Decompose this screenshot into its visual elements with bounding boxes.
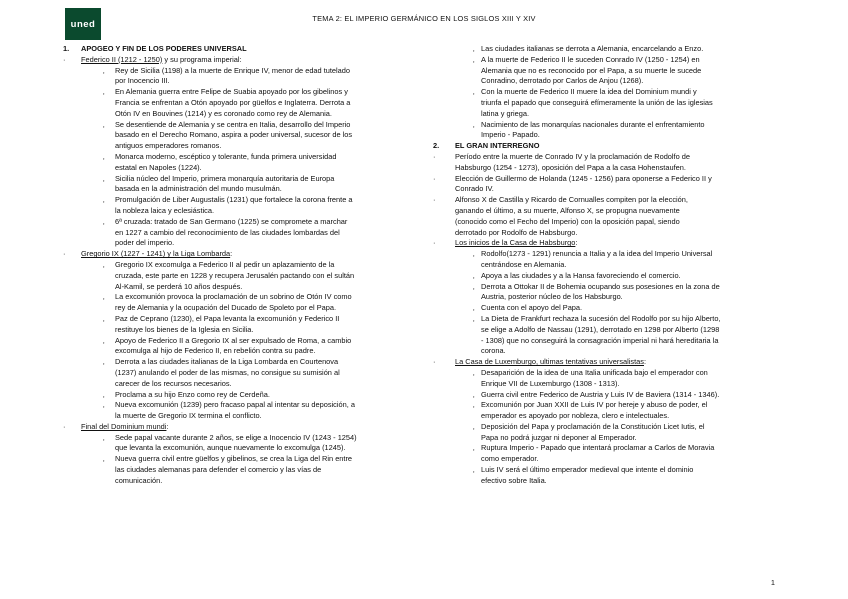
bullet-comma-icon: ‚ — [103, 402, 105, 410]
subsection-title: La Casa de Luxemburgo, ultimas tentativas universalistas — [455, 357, 644, 367]
continuation-text: cruzada, este parte en 1228 y recupera Jerusalén pactando con el sultán — [115, 270, 355, 280]
text-line — [63, 260, 423, 271]
bullet-comma-icon: ‚ — [473, 283, 475, 291]
bullet-text: Con la muerte de Federico II muere la idea del Dominium mundi y — [481, 87, 697, 97]
text-line — [63, 443, 423, 454]
text-line — [433, 130, 778, 141]
bullet-comma-icon: ‚ — [473, 467, 475, 475]
text-line — [433, 174, 778, 185]
bullet-comma-icon: ‚ — [473, 369, 475, 377]
bullet-text: Ruptura Imperio - Papado que intentará proclamar a Carlos de Moravia — [481, 443, 715, 453]
bullet-comma-icon: ‚ — [103, 391, 105, 399]
subsection-title: Gregorio IX (1227 - 1241) y la Liga Lombarda — [81, 249, 231, 259]
bullet-marker: · — [433, 173, 436, 183]
section-number: 2. — [433, 141, 440, 151]
text-line — [63, 163, 423, 174]
continuation-text: centrándose en Alemania. — [481, 259, 567, 269]
paragraph-text: Alfonso X de Castilla y Ricardo de Cornualles compiten por la elección, — [455, 195, 688, 205]
bullet-text: A la muerte de Federico II le suceden Conrado IV (1250 - 1254) en — [481, 54, 700, 64]
subsection-title: Final del Dominium mundi — [81, 421, 167, 431]
text-line — [63, 325, 423, 336]
text-line — [433, 357, 778, 368]
text-line — [433, 44, 778, 55]
text-line — [63, 292, 423, 303]
text-line — [63, 368, 423, 379]
subsection-title: Los inicios de la Casa de Habsburgo — [455, 238, 576, 248]
text-line — [63, 152, 423, 163]
text-line — [63, 76, 423, 87]
continuation-text: poder del imperio. — [115, 238, 175, 248]
text-line — [63, 174, 423, 185]
text-line — [433, 303, 778, 314]
text-line — [63, 346, 423, 357]
text-line — [433, 390, 778, 401]
text-line — [63, 357, 423, 368]
text-line — [63, 303, 423, 314]
continuation-text: las ciudades alemanas para defender el comercio y las vías de — [115, 465, 322, 475]
bullet-text: Las ciudades italianas se derrota a Alemania, encarcelando a Enzo. — [481, 44, 704, 53]
continuation-text: Imperio - Papado. — [481, 130, 540, 140]
section-heading: EL GRAN INTERREGNO — [455, 141, 540, 151]
text-line — [433, 55, 778, 66]
bullet-text: Derrota a Ottokar II de Bohemia ocupando sus posesiones en la zona de — [481, 281, 720, 291]
text-line — [433, 238, 778, 249]
text-line — [63, 66, 423, 77]
text-line — [433, 443, 778, 454]
page-title: TEMA 2: EL IMPERIO GERMÁNICO EN LOS SIGLOS XIII Y XIV — [312, 14, 536, 23]
text-line — [433, 292, 778, 303]
continuation-text: (1237) anulando el poder de las mismas, no consigue su sumisión al — [115, 367, 340, 377]
text-line — [63, 195, 423, 206]
text-line — [433, 66, 778, 77]
bullet-comma-icon: ‚ — [473, 423, 475, 431]
text-line — [433, 400, 778, 411]
text-line — [433, 282, 778, 293]
bullet-text: Paz de Ceprano (1230), el Papa levanta la excomunión y Federico II — [115, 313, 340, 323]
bullet-marker: · — [63, 54, 66, 64]
text-line — [63, 433, 423, 444]
text-line — [433, 87, 778, 98]
subsection-heading — [81, 249, 232, 260]
text-line — [63, 55, 423, 66]
text-line — [433, 271, 778, 282]
bullet-comma-icon: ‚ — [473, 445, 475, 453]
text-line — [63, 422, 423, 433]
text-line — [63, 98, 423, 109]
text-line — [63, 476, 423, 487]
text-line — [63, 465, 423, 476]
bullet-comma-icon: ‚ — [473, 56, 475, 64]
continuation-text: en 1227 a cambio del reconocimiento de las ciudades lombardas del — [115, 227, 340, 237]
text-line — [433, 368, 778, 379]
continuation-text: excomulga al hijo de Federico II, en rebelión contra su padre. — [115, 346, 316, 356]
bullet-comma-icon: ‚ — [103, 89, 105, 97]
bullet-text: La excomunión provoca la proclamación de un sobrino de Otón IV como — [115, 292, 352, 302]
continuation-text: basada en la administración del mundo musulmán. — [115, 184, 282, 194]
continuation-text: triunfa el papado que conseguirá efímeramente la unión de las iglesias — [481, 97, 713, 107]
page-number: 1 — [770, 578, 775, 587]
continuation-text: Otón IV en Bouvines (1214) y es coronado como rey de Alemania. — [115, 108, 332, 118]
continuation-text: (conocido como el Fecho del Imperio) con la oposición papal, siendo — [455, 216, 680, 226]
text-line — [433, 346, 778, 357]
bullet-comma-icon: ‚ — [473, 251, 475, 259]
bullet-comma-icon: ‚ — [473, 402, 475, 410]
text-line — [433, 411, 778, 422]
text-line — [433, 98, 778, 109]
bullet-comma-icon: ‚ — [103, 261, 105, 269]
continuation-text: ganando el último, a su muerte, Alfonso X, se propugna nuevamente — [455, 205, 680, 215]
bullet-text: En Alemania guerra entre Felipe de Suabia apoyado por los gibelinos y — [115, 87, 348, 97]
text-line — [63, 282, 423, 293]
continuation-text: Francia se enfrentan a Otón apoyado por güelfos e Inglaterra. Derrota a — [115, 97, 351, 107]
continuation-text: restituye los bienes de la Iglesia en Sicilia. — [115, 324, 254, 334]
subsection-title-suffix: : — [643, 357, 647, 367]
continuation-text: emperador es apoyado por nobleza, clero e intelectuales. — [481, 411, 670, 421]
bullet-text: Derrota a las ciudades italianas de la Liga Lombarda en Courtenova — [115, 357, 339, 367]
bullet-comma-icon: ‚ — [473, 305, 475, 313]
bullet-text: Desaparición de la idea de una Italia unificada bajo el emperador con — [481, 367, 708, 377]
bullet-text: Excomunión por Juan XXII de Luis IV por hereje y abuso de poder, el — [481, 400, 708, 410]
text-line — [433, 152, 778, 163]
text-line — [63, 314, 423, 325]
bullet-comma-icon: ‚ — [103, 434, 105, 442]
continuation-text: como emperador. — [481, 454, 539, 464]
subsection-title-suffix: : — [230, 249, 233, 259]
bullet-text: Apoyo de Federico II a Gregorio IX al ser expulsado de Roma, a cambio — [115, 335, 352, 345]
bullet-text: Monarca moderno, escéptico y tolerante, funda primera universidad — [115, 151, 337, 161]
bullet-text: Nueva excomunión (1239) pero fracaso papal al intentar su deposición, a — [115, 400, 355, 410]
bullet-marker: · — [433, 238, 436, 248]
bullet-comma-icon: ‚ — [103, 121, 105, 129]
subsection-heading — [455, 238, 577, 249]
text-line — [433, 465, 778, 476]
text-line — [433, 454, 778, 465]
subsection-heading — [81, 55, 242, 66]
text-line — [433, 433, 778, 444]
subsection-heading — [455, 357, 646, 368]
bullet-marker: · — [63, 421, 66, 431]
bullet-comma-icon: ‚ — [473, 272, 475, 280]
bullet-marker: · — [433, 357, 436, 367]
subsection-title-suffix: : — [166, 421, 169, 431]
text-line — [63, 390, 423, 401]
text-line — [433, 76, 778, 87]
subsection-title: Federico II (1212 - 1250) — [81, 54, 163, 64]
bullet-text: Promulgación de Liber Augustalis (1231) que fortalece la corona frente a — [115, 195, 353, 205]
bullet-comma-icon: ‚ — [103, 218, 105, 226]
left-column — [63, 44, 423, 487]
text-line — [63, 271, 423, 282]
bullet-comma-icon: ‚ — [103, 67, 105, 75]
bullet-text: Rey de Sicilia (1198) a la muerte de Enrique IV, menor de edad tutelado — [115, 65, 351, 75]
text-line — [433, 228, 778, 239]
text-line — [433, 163, 778, 174]
bullet-comma-icon: ‚ — [103, 456, 105, 464]
text-line — [63, 336, 423, 347]
text-line — [433, 379, 778, 390]
continuation-text: basado en el Derecho Romano, aspira a poder universal, sucesor de los — [115, 130, 353, 140]
continuation-text: - 1308) que no conseguirá la consagración imperial ni hará hereditaria la — [481, 335, 719, 345]
text-line — [63, 379, 423, 390]
bullet-text: Proclama a su hijo Enzo como rey de Cerdeña. — [115, 389, 270, 399]
bullet-text: Sicilia núcleo del Imperio, primera monarquía autoritaria de Europa — [115, 173, 335, 183]
text-line — [63, 184, 423, 195]
text-line — [433, 206, 778, 217]
subsection-title-suffix: : — [575, 238, 578, 248]
text-line — [433, 184, 778, 195]
section-number: 1. — [63, 44, 70, 53]
bullet-comma-icon: ‚ — [103, 197, 105, 205]
text-line — [433, 109, 778, 120]
bullet-comma-icon: ‚ — [473, 89, 475, 97]
bullet-comma-icon: ‚ — [103, 315, 105, 323]
bullet-text: Se desentiende de Alemania y se centra en Italia, desarrollo del Imperio — [115, 119, 351, 129]
text-line — [433, 120, 778, 131]
bullet-text: 6ª cruzada: tratado de San Germano (1225) se compromete a marchar — [115, 216, 348, 226]
text-line — [63, 228, 423, 239]
text-line — [433, 476, 778, 487]
text-line — [433, 249, 778, 260]
text-line — [63, 109, 423, 120]
bullet-comma-icon: ‚ — [473, 46, 475, 53]
text-line — [63, 130, 423, 141]
paragraph-text: Elección de Guillermo de Holanda (1245 - 1256) para oponerse a Federico II y — [455, 173, 712, 183]
continuation-text: corona. — [481, 346, 506, 356]
text-line — [63, 400, 423, 411]
bullet-marker: · — [433, 151, 436, 161]
section-heading: APOGEO Y FIN DE LOS PODERES UNIVERSAL — [81, 44, 247, 53]
bullet-comma-icon: ‚ — [473, 315, 475, 323]
continuation-text: Habsburgo (1254 - 1273), oposición del Papa a la casa Hohenstaufen. — [455, 162, 686, 172]
text-line — [63, 120, 423, 131]
text-line — [63, 249, 423, 260]
text-line — [433, 422, 778, 433]
text-line — [433, 336, 778, 347]
continuation-text: que levanta la excomunión, aunque nuevamente lo excomulga (1245). — [115, 443, 346, 453]
text-line — [63, 217, 423, 228]
continuation-text: Austria, posterior núcleo de los Habsburgo. — [481, 292, 623, 302]
bullet-comma-icon: ‚ — [473, 391, 475, 399]
uned-logo: uned — [65, 8, 101, 40]
text-line — [433, 325, 778, 336]
continuation-text: la nobleza laica y eclesiástica. — [115, 205, 215, 215]
continuation-text: derrotado por Rodolfo de Habsburgo. — [455, 227, 578, 237]
bullet-text: Nueva guerra civil entre güelfos y gibelinos, se crea la Liga del Rin entre — [115, 454, 353, 464]
text-line — [433, 195, 778, 206]
bullet-text: La Dieta de Frankfurt rechaza la sucesión del Rodolfo por su hijo Alberto, — [481, 313, 721, 323]
continuation-text: rey de Alemania y la ocupación del Ducado de Spoleto por el Papa. — [115, 303, 337, 313]
bullet-marker: · — [433, 195, 436, 205]
bullet-text: Luis IV será el último emperador medieval que intente el dominio — [481, 465, 694, 475]
bullet-comma-icon: ‚ — [103, 294, 105, 302]
continuation-text: la muerte de Gregorio IX termina el conflicto. — [115, 411, 262, 421]
continuation-text: latina y griega. — [481, 108, 530, 118]
bullet-comma-icon: ‚ — [103, 337, 105, 345]
bullet-text: Gregorio IX excomulga a Federico II al pedir un aplazamiento de la — [115, 259, 335, 269]
continuation-text: se elige a Adolfo de Nassau (1291), derrotado en 1298 por Alberto (1298 — [481, 324, 720, 334]
text-line — [63, 206, 423, 217]
continuation-text: carecer de los recursos necesarios. — [115, 378, 232, 388]
text-line — [63, 87, 423, 98]
text-line — [63, 411, 423, 422]
bullet-marker: · — [63, 249, 66, 259]
bullet-text: Deposición del Papa y proclamación de la Constitución Licet Iutis, el — [481, 421, 705, 431]
text-line — [63, 238, 423, 249]
text-line — [63, 141, 423, 152]
subsection-title-suffix: y su programa imperial: — [162, 54, 242, 64]
text-line — [63, 454, 423, 465]
bullet-comma-icon: ‚ — [103, 359, 105, 367]
bullet-text: Sede papal vacante durante 2 años, se elige a Inocencio IV (1243 - 1254) — [115, 432, 357, 442]
text-line — [433, 314, 778, 325]
bullet-text: Rodolfo(1273 - 1291) renuncia a Italia y a la idea del Imperio Universal — [481, 249, 713, 259]
continuation-text: Al-Kamil, se perderá 10 años después. — [115, 281, 243, 291]
continuation-text: Conradino, derrotado por Carlos de Anjou (1268). — [481, 76, 644, 86]
bullet-text: Nacimiento de las monarquías nacionales durante el enfrentamiento — [481, 119, 705, 129]
continuation-text: Enrique VII de Luxemburgo (1308 - 1313). — [481, 378, 620, 388]
paragraph-text: Período entre la muerte de Conrado IV y la proclamación de Rodolfo de — [455, 151, 690, 161]
continuation-text: comunicación. — [115, 475, 163, 485]
continuation-text: antiguos emperadores romanos. — [115, 141, 222, 151]
bullet-text: Apoya a las ciudades y a la Hansa favoreciendo el comercio. — [481, 270, 681, 280]
continuation-text: Papa no podrá juzgar ni deponer al Emperador. — [481, 432, 637, 442]
continuation-text: Alemania que no es reconocido por el Papa, a su muerte le sucede — [481, 65, 702, 75]
subsection-heading — [81, 422, 169, 433]
bullet-text: Guerra civil entre Federico de Austria y Luis IV de Baviera (1314 - 1346). — [481, 389, 720, 399]
text-line — [433, 217, 778, 228]
bullet-comma-icon: ‚ — [103, 175, 105, 183]
continuation-text: por Inocencio III. — [115, 76, 170, 86]
bullet-text: Cuenta con el apoyo del Papa. — [481, 303, 583, 313]
text-line — [433, 260, 778, 271]
text-line — [433, 141, 778, 152]
continuation-text: Conrado IV. — [455, 184, 494, 194]
continuation-text: efectivo sobre Italia. — [481, 475, 547, 485]
text-line — [63, 44, 423, 55]
bullet-comma-icon: ‚ — [473, 121, 475, 129]
continuation-text: estatal en Napoles (1224). — [115, 162, 202, 172]
right-column — [433, 44, 778, 487]
bullet-comma-icon: ‚ — [103, 153, 105, 161]
